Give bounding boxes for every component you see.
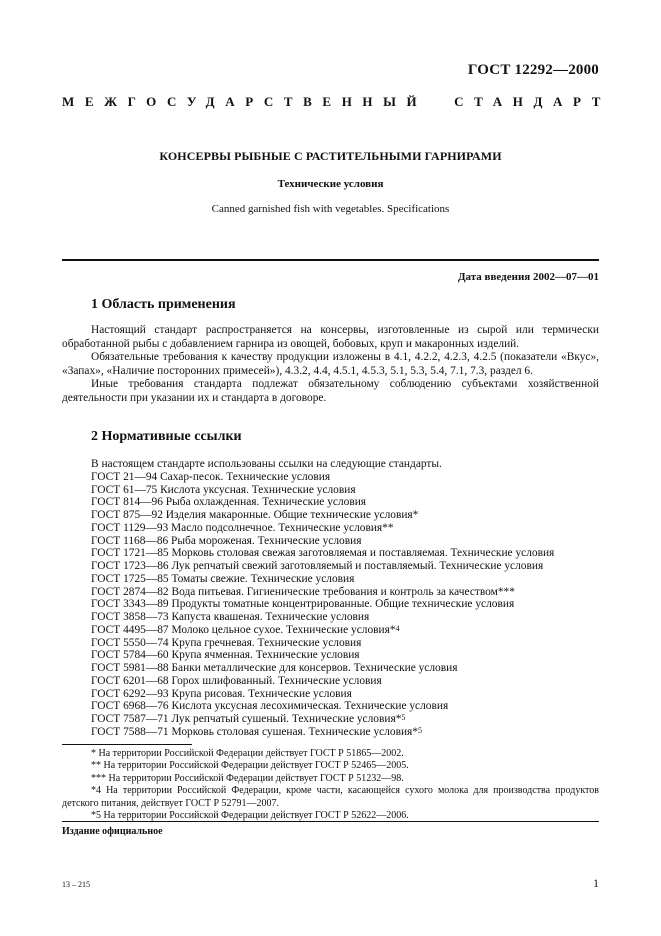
footnotes [62, 748, 599, 822]
section-1-body [62, 324, 599, 406]
reference-text: ГОСТ 814—96 Рыба охлажденная. Технические условия [91, 496, 367, 509]
reference-item [91, 547, 601, 560]
reference-item [91, 662, 601, 675]
reference-text: ГОСТ 61—75 Кислота уксусная. Технические условия [91, 483, 356, 496]
reference-text: ГОСТ 3343—89 Продукты томатные концентрированные. Общие технические условия [91, 598, 515, 611]
reference-item [91, 624, 601, 637]
reference-item [91, 522, 601, 535]
reference-text: ГОСТ 5981—88 Банки металлические для консервов. Технические условия [91, 662, 458, 674]
reference-text: ГОСТ 6292—93 Крупа рисовая. Технические условия [91, 687, 352, 700]
section-1-heading: 1 Область применения [91, 297, 236, 312]
reference-item [91, 649, 601, 662]
reference-item [91, 713, 601, 726]
footnote: *4 На территории Российской Федерации, кроме части, касающейся сухого молока для производства продуктов детского питания, действует ГОСТ Р 52791—2007. [62, 785, 599, 809]
introduction-date: Дата введения 2002—07—01 [457, 271, 599, 283]
reference-item [91, 688, 601, 701]
reference-item [91, 726, 601, 739]
reference-footnote-mark: 4 [395, 623, 400, 633]
section-1-paragraph: Настоящий стандарт распространяется на консервы, изготовленные из сырой или термически обработанной рыбы с добавлением гарнира из овощей, бобовых, круп и макаронных изделий. [62, 324, 599, 350]
reference-item [91, 700, 601, 713]
reference-text: ГОСТ 5784—60 Крупа ячменная. Технические условия [91, 649, 360, 662]
banner-interstate: МЕЖГОСУДАРСТВЕННЫЙ [62, 94, 428, 109]
footnote: * На территории Российской Федерации действует ГОСТ Р 51865—2002. [91, 748, 404, 759]
page-number: 1 [593, 876, 599, 890]
reference-text: ГОСТ 7587—71 Лук репчатый сушеный. Технические условия* [91, 713, 402, 725]
references-intro: В настоящем стандарте использованы ссылки на следующие стандарты. [91, 458, 442, 470]
reference-item [91, 535, 601, 548]
reference-item [91, 598, 601, 611]
reference-text: ГОСТ 1725—85 Томаты свежие. Технические условия [91, 572, 355, 585]
section-2-heading: 2 Нормативные ссылки [91, 429, 242, 444]
reference-text: ГОСТ 2874—82 Вода питьевая. Гигиенические требования и контроль за качеством*** [91, 585, 515, 598]
reference-item [91, 573, 601, 586]
reference-footnote-mark: 5 [418, 725, 422, 735]
reference-item [91, 586, 601, 599]
reference-text: ГОСТ 875—92 Изделия макаронные. Общие технические условия* [91, 509, 419, 521]
reference-text: ГОСТ 4495—87 Молоко цельное сухое. Технические условия* [91, 623, 396, 636]
official-edition: Издание официальное [62, 826, 163, 837]
reference-text: ГОСТ 1168—86 Рыба мороженая. Технические условия [91, 534, 362, 547]
footnote-separator [62, 744, 192, 745]
reference-item [91, 484, 601, 497]
english-title: Canned garnished fish with vegetables. Specifications [211, 203, 450, 215]
document-subtitle: Технические условия [277, 178, 384, 190]
document-title: КОНСЕРВЫ РЫБНЫЕ С РАСТИТЕЛЬНЫМИ ГАРНИРАМИ [159, 149, 502, 163]
footnote: *** На территории Российской Федерации действует ГОСТ Р 51232—98. [91, 772, 404, 784]
footer-divider [62, 821, 599, 822]
reference-text: ГОСТ 21—94 Сахар-песок. Технические условия [91, 470, 331, 483]
footnote: ** На территории Российской Федерации действует ГОСТ Р 52465—2005. [91, 760, 409, 772]
reference-text: ГОСТ 3858—73 Капуста квашеная. Технические условия [91, 611, 370, 623]
reference-item [91, 611, 601, 624]
reference-text: ГОСТ 6201—68 Горох шлифованный. Технические условия [91, 674, 382, 687]
reference-item [91, 509, 601, 522]
section-1-paragraph: Иные требования стандарта подлежат обязательному соблюдению субъектами хозяйственной деятельности при указании их и стандарта в договоре. [62, 378, 599, 404]
title-divider [62, 259, 599, 261]
footnote: *5 На территории Российской Федерации действует ГОСТ Р 52622—2006. [91, 810, 409, 822]
reference-text: ГОСТ 1723—86 Лук репчатый свежий заготовляемый и поставляемый. Технические условия [91, 560, 544, 572]
reference-item [91, 471, 601, 484]
reference-text: ГОСТ 1721—85 Морковь столовая свежая заготовляемая и поставляемая. Технические условия [91, 547, 555, 560]
print-code: 13 – 215 [62, 880, 90, 889]
reference-footnote-mark: 5 [401, 713, 406, 722]
banner-standard: СТАНДАРТ [454, 94, 611, 109]
references-list [91, 458, 601, 739]
reference-item [91, 637, 601, 650]
reference-text: ГОСТ 7588—71 Морковь столовая сушеная. Технические условия* [91, 725, 418, 738]
reference-item [91, 560, 601, 573]
reference-item [91, 496, 601, 509]
reference-text: ГОСТ 1129—93 Масло подсолнечное. Технические условия** [91, 521, 394, 534]
reference-item [91, 675, 601, 688]
section-1-paragraph: Обязательные требования к качеству продукции изложены в 4.1, 4.2.2, 4.2.3, 4.2.5 (показатели «Вкус», «Запах», «Наличие посторонних примесей»), 4.3.2, 4.4, 4.5.1, 4.5.3, 5.1, 5.3, 5.4, 7.1, 7.3, раздел 6. [62, 351, 599, 377]
reference-text: ГОСТ 6968—76 Кислота уксусная лесохимическая. Технические условия [91, 700, 449, 713]
document-code: ГОСТ 12292—2000 [467, 62, 599, 78]
reference-text: ГОСТ 5550—74 Крупа гречневая. Технические условия [91, 636, 362, 649]
